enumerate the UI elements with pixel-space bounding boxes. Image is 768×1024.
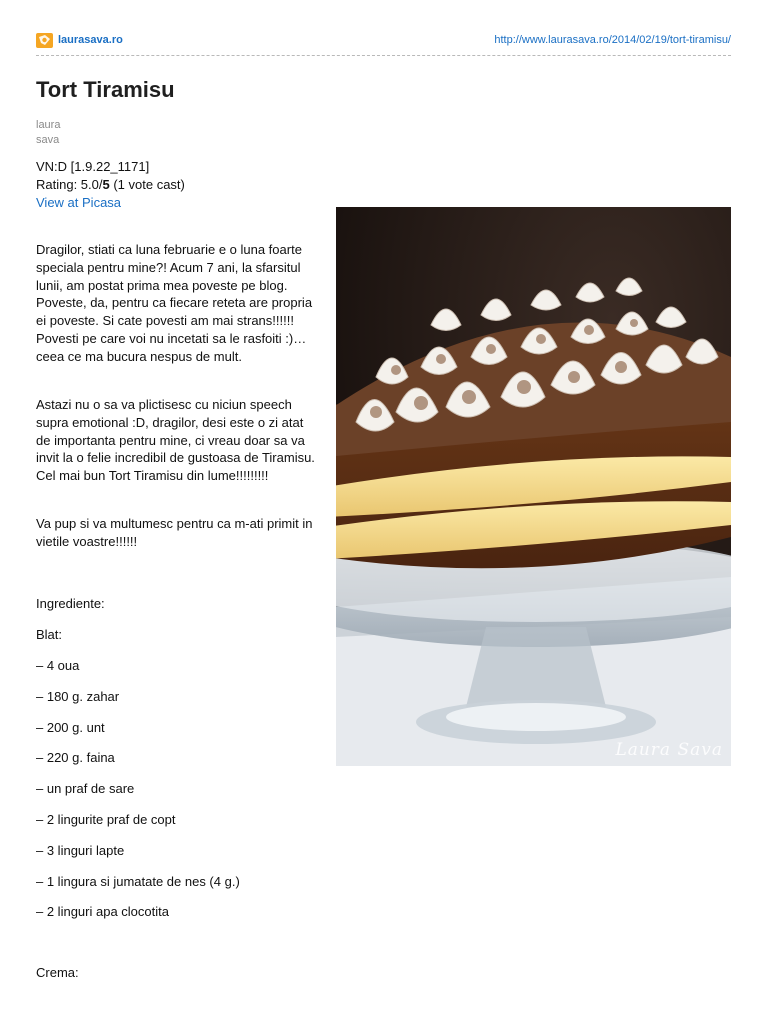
ingredient-item: – 220 g. faina bbox=[36, 750, 115, 765]
rating-line bbox=[36, 176, 185, 194]
rating-max: 5 bbox=[102, 177, 110, 192]
view-at-picasa-link[interactable]: View at Picasa bbox=[36, 195, 122, 210]
rating-prefix: Rating: 5.0/ bbox=[36, 177, 103, 192]
intro-paragraph-3: Va pup si va multumesc pentru ca m-ati primit in vietile voastre!!!!!! bbox=[36, 516, 313, 549]
site-header bbox=[36, 32, 731, 50]
rating-votes: (1 vote cast) bbox=[109, 177, 185, 192]
ingredient-item: – 200 g. unt bbox=[36, 720, 105, 735]
ingredient-item: – 2 lingurite praf de copt bbox=[36, 812, 176, 827]
author-first-name: laura bbox=[36, 119, 61, 131]
ingredient-item: – 1 lingura si jumatate de nes (4 g.) bbox=[36, 874, 240, 889]
post-author bbox=[36, 118, 60, 148]
blat-heading: Blat: bbox=[36, 627, 63, 642]
ingredients-heading: Ingrediente: bbox=[36, 596, 105, 611]
author-last-name: sava bbox=[36, 134, 60, 146]
ingredient-item: – 4 oua bbox=[36, 658, 80, 673]
photo-watermark: Laura Sava bbox=[615, 740, 723, 760]
header-divider bbox=[36, 55, 731, 56]
post-meta bbox=[36, 158, 185, 212]
intro-paragraph-1: Dragilor, stiati ca luna februarie e o luna foarte speciala pentru mine?! Acum 7 ani, la sfarsitul lunii, am postat prima mea poveste pe blog. Poveste, da, pentru ca fiecare reteta are propria ei poveste. Si cate povesti am mai strans!!!!!! Povesti pe care voi nu incetati sa le rasfoiti :)…ceea ce ma bucura nespus de mult. bbox=[36, 242, 313, 364]
ingredient-item: – 3 linguri lapte bbox=[36, 843, 125, 858]
page-url-link[interactable]: http://www.laurasava.ro/2014/02/19/tort-tiramisu/ bbox=[494, 34, 731, 46]
crema-heading: Crema: bbox=[36, 965, 79, 980]
site-logo-icon[interactable] bbox=[36, 33, 53, 48]
intro-paragraph-2: Astazi nu o sa va plictisesc cu niciun speech supra emotional :D, dragilor, desi este o zi atat de importanta pentru mine, ci vreau doar sa va invit la o felie incredibil de gustoasa de Tiramisu. Cel mai bun Tort Tiramisu din lume!!!!!!!!! bbox=[36, 397, 315, 484]
version-info: VN:D [1.9.22_1171] bbox=[36, 159, 150, 174]
ingredient-item: – 2 linguri apa clocotita bbox=[36, 904, 169, 919]
ingredient-item: – 180 g. zahar bbox=[36, 689, 120, 704]
post-title: Tort Tiramisu bbox=[36, 77, 175, 102]
cake-photo bbox=[336, 207, 731, 766]
site-name-link[interactable]: laurasava.ro bbox=[58, 34, 123, 46]
ingredient-item: – un praf de sare bbox=[36, 781, 135, 796]
cake-illustration bbox=[336, 207, 731, 766]
